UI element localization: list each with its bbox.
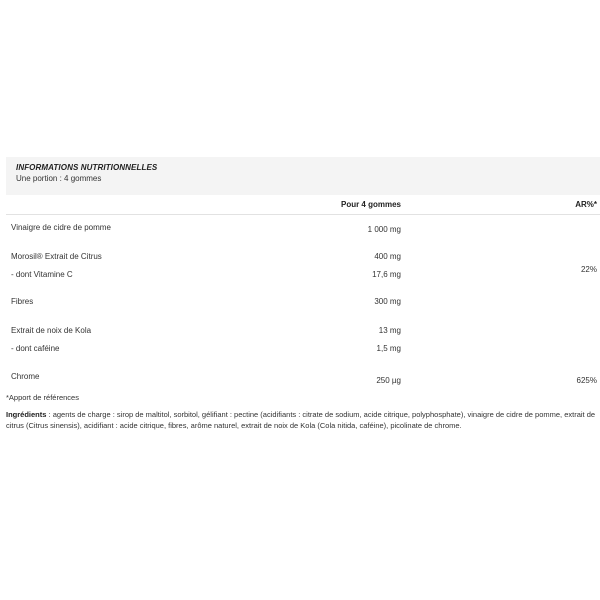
column-header-amount: Pour 4 gommes bbox=[340, 200, 401, 209]
table-header-band bbox=[6, 157, 600, 195]
nutrition-table bbox=[6, 157, 600, 385]
nutrient-name: - dont caféine bbox=[11, 344, 60, 353]
ingredients-list: : agents de charge : sirop de maltitol, sorbitol, gélifiant : pectine (acidifiants : citrate de sodium, acide citrique, polyphosphate), vinaigre de cidre de pomme, extrait de citrus (Citrus sinensis), acidifiant : acide citrique, fibres, arôme naturel, extrait de noix de Kola (Cola nitida, caféine), picolinate de chrome. bbox=[6, 410, 596, 430]
footnote: *Apport de références bbox=[6, 393, 79, 402]
ingredients-text bbox=[6, 409, 596, 431]
column-header-row bbox=[6, 195, 600, 215]
column-header-ar: AR%* bbox=[575, 200, 597, 209]
nutrient-name: - dont Vitamine C bbox=[11, 270, 73, 279]
nutrient-value: 1 000 mg bbox=[367, 225, 401, 234]
nutrient-name: Vinaigre de cidre de pomme bbox=[11, 223, 111, 232]
nutrient-value: 400 mg bbox=[374, 252, 401, 261]
table-title: INFORMATIONS NUTRITIONNELLES bbox=[16, 163, 158, 172]
nutrient-name: Extrait de noix de Kola bbox=[11, 326, 92, 335]
nutrient-value: 300 mg bbox=[374, 297, 401, 306]
ingredients-label: Ingrédients bbox=[6, 410, 47, 419]
nutrient-value: 1,5 mg bbox=[376, 344, 401, 353]
nutrient-value: 250 µg bbox=[376, 376, 401, 385]
ar-value-vitamin-c: 22% bbox=[580, 265, 597, 274]
nutrient-name: Fibres bbox=[11, 297, 34, 306]
nutrient-value: 17,6 mg bbox=[372, 270, 401, 279]
serving-size: Une portion : 4 gommes bbox=[16, 174, 102, 183]
nutrient-rows bbox=[6, 215, 600, 385]
nutrient-name: Morosil® Extrait de Citrus bbox=[11, 252, 102, 261]
nutrient-value: 13 mg bbox=[378, 326, 401, 335]
nutrient-name: Chrome bbox=[11, 372, 40, 381]
ar-value-chrome: 625% bbox=[576, 376, 597, 385]
